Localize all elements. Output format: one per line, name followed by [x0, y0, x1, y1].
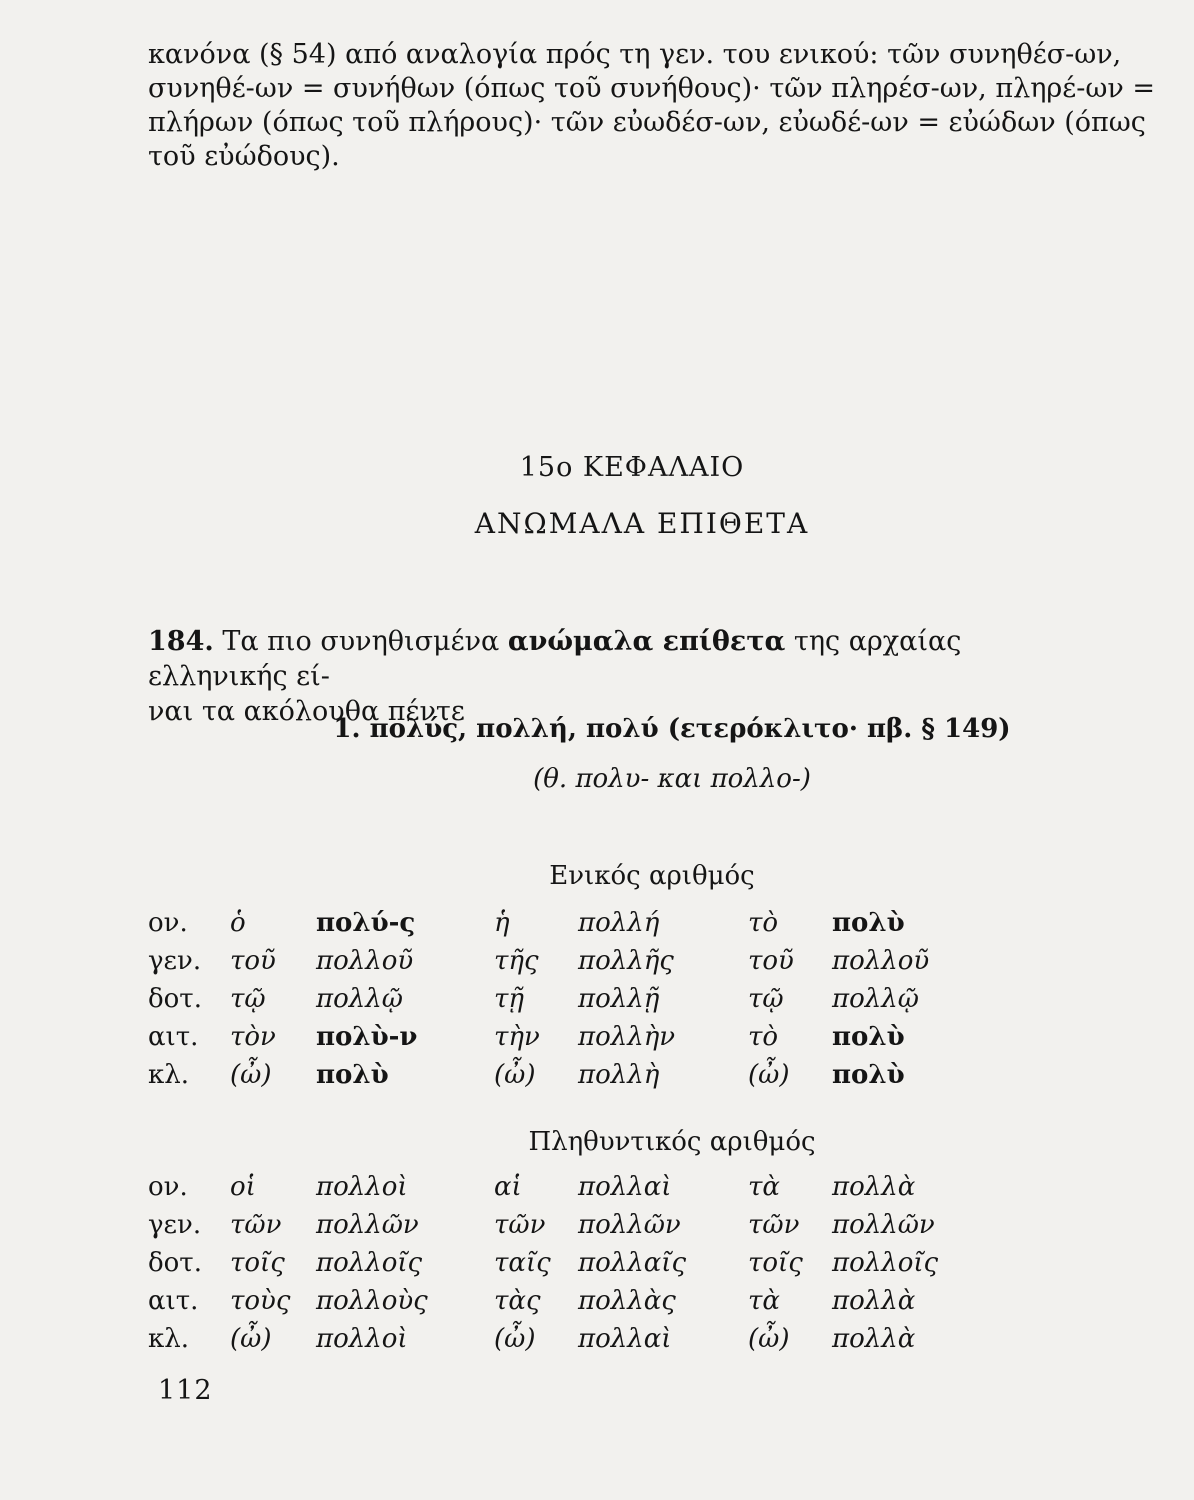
article-masculine: τοῖς: [230, 1248, 285, 1278]
section-line-2: ναι τα ακόλουθα πέντε: [148, 696, 465, 727]
chapter-number: 15ο ΚΕΦΑΛΑΙΟ: [519, 452, 745, 483]
case-label: κλ.: [148, 1324, 189, 1354]
subsection-title: 1. πολύς, πολλή, πολύ (ετερόκλιτο· πβ. § 149): [333, 714, 1011, 744]
adjective-neuter: πολλοῦ: [832, 946, 930, 976]
article-masculine: τὸν: [230, 1022, 276, 1052]
adjective-neuter: πολλὰ: [832, 1324, 916, 1354]
case-label: δοτ.: [148, 984, 202, 1014]
adjective-feminine: πολλαὶ: [578, 1324, 672, 1354]
adjective-neuter: πολὺ: [832, 908, 905, 938]
adjective-neuter: πολλῶν: [832, 1210, 935, 1240]
adjective-feminine: πολλαὶ: [578, 1172, 672, 1202]
adjective-feminine: πολλῶν: [578, 1210, 681, 1240]
adjective-neuter: πολλοῖς: [832, 1248, 939, 1278]
plural-heading: Πληθυντικός αριθμός: [528, 1127, 816, 1157]
adjective-feminine: πολλὰς: [578, 1286, 676, 1316]
section-bold-phrase: ανώμαλα επίθετα: [507, 626, 786, 657]
article-feminine: τῇ: [494, 984, 524, 1014]
intro-line-1: κανόνα (§ 54) από αναλογία πρός τη γεν. του ενικού: τῶν συνηθέσ-ων,: [148, 39, 1122, 70]
article-masculine: (ὦ): [230, 1324, 272, 1354]
adjective-masculine: πολλοὶ: [316, 1172, 408, 1202]
table-row: [148, 980, 952, 1018]
adjective-feminine: πολλὴν: [578, 1022, 676, 1052]
intro-line-3: πλήρων (όπως τοῦ πλήρους)· τῶν εὐωδέσ-ων, εὐωδέ-ων = εὐώδων (όπως: [148, 107, 1146, 138]
article-feminine: τῆς: [494, 946, 539, 976]
adjective-masculine: πολὺ: [316, 1060, 389, 1090]
article-masculine: (ὦ): [230, 1060, 272, 1090]
article-neuter: τῷ: [748, 984, 784, 1014]
table-row: [148, 1244, 952, 1282]
case-label: δοτ.: [148, 1248, 202, 1278]
adjective-masculine: πολλοὶ: [316, 1324, 408, 1354]
case-label: κλ.: [148, 1060, 189, 1090]
adjective-masculine: πολλῶν: [316, 1210, 419, 1240]
subsection-stems: (θ. πολυ- και πολλο-): [533, 764, 811, 794]
adjective-neuter: πολλῷ: [832, 984, 919, 1014]
intro-line-2: συνηθέ-ων = συνήθων (όπως τοῦ συνήθους)· τῶν πληρέσ-ων, πληρέ-ων =: [148, 73, 1155, 104]
article-neuter: τὰ: [748, 1172, 780, 1202]
intro-paragraph: [148, 38, 1155, 174]
adjective-feminine: πολλή: [578, 908, 660, 938]
article-neuter: τὸ: [748, 908, 779, 938]
section-text-before: Τα πιο συνηθισμένα: [213, 626, 508, 657]
adjective-feminine: πολλῇ: [578, 984, 660, 1014]
adjective-masculine: πολλῷ: [316, 984, 403, 1014]
case-label: γεν.: [148, 1210, 202, 1240]
table-row: [148, 942, 952, 980]
adjective-feminine: πολλαῖς: [578, 1248, 687, 1278]
adjective-masculine: πολλοῦ: [316, 946, 414, 976]
adjective-neuter: πολλὰ: [832, 1286, 916, 1316]
section-number: 184.: [148, 626, 214, 657]
adjective-masculine: πολλοῖς: [316, 1248, 423, 1278]
table-row: [148, 1206, 952, 1244]
article-feminine: τὰς: [494, 1286, 541, 1316]
table-row: [148, 1168, 952, 1206]
adjective-neuter: πολλὰ: [832, 1172, 916, 1202]
article-feminine: ταῖς: [494, 1248, 551, 1278]
adjective-neuter: πολὺ: [832, 1022, 905, 1052]
article-neuter: (ὦ): [748, 1060, 790, 1090]
page-number: 112: [158, 1375, 213, 1406]
article-masculine: τοὺς: [230, 1286, 291, 1316]
adjective-feminine: πολλὴ: [578, 1060, 660, 1090]
intro-line-4: τοῦ εὐώδους).: [148, 141, 340, 172]
chapter-title: ΑΝΩΜΑΛΑ ΕΠΙΘΕΤΑ: [474, 507, 810, 540]
article-feminine: τῶν: [494, 1210, 546, 1240]
table-row: [148, 1282, 952, 1320]
article-neuter: τὸ: [748, 1022, 779, 1052]
article-masculine: τοῦ: [230, 946, 276, 976]
adjective-masculine: πολὺ-ν: [316, 1022, 418, 1052]
article-neuter: τοῦ: [748, 946, 794, 976]
adjective-masculine: πολύ-ς: [316, 908, 416, 938]
article-neuter: (ὦ): [748, 1324, 790, 1354]
case-label: αιτ.: [148, 1022, 199, 1052]
article-feminine: ἡ: [494, 908, 510, 938]
adjective-feminine: πολλῆς: [578, 946, 674, 976]
article-masculine: τῷ: [230, 984, 266, 1014]
case-label: αιτ.: [148, 1286, 199, 1316]
table-row: [148, 1018, 952, 1056]
plural-declension-table: [148, 1168, 952, 1358]
table-row: [148, 1320, 952, 1358]
case-label: ον.: [148, 908, 188, 938]
article-neuter: τὰ: [748, 1286, 780, 1316]
table-row: [148, 1056, 952, 1094]
article-neuter: τῶν: [748, 1210, 800, 1240]
adjective-masculine: πολλοὺς: [316, 1286, 428, 1316]
article-feminine: (ὦ): [494, 1324, 536, 1354]
article-feminine: αἱ: [494, 1172, 522, 1202]
article-masculine: ὁ: [230, 908, 246, 938]
case-label: ον.: [148, 1172, 188, 1202]
article-neuter: τοῖς: [748, 1248, 803, 1278]
singular-declension-table: [148, 904, 952, 1094]
article-feminine: (ὦ): [494, 1060, 536, 1090]
article-masculine: τῶν: [230, 1210, 282, 1240]
section-text-after: της αρχαίας ελληνικής εί-: [148, 626, 962, 692]
article-masculine: οἱ: [230, 1172, 256, 1202]
table-row: [148, 904, 952, 942]
article-feminine: τὴν: [494, 1022, 540, 1052]
singular-heading: Ενικός αριθμός: [549, 861, 755, 891]
case-label: γεν.: [148, 946, 202, 976]
adjective-neuter: πολὺ: [832, 1060, 905, 1090]
